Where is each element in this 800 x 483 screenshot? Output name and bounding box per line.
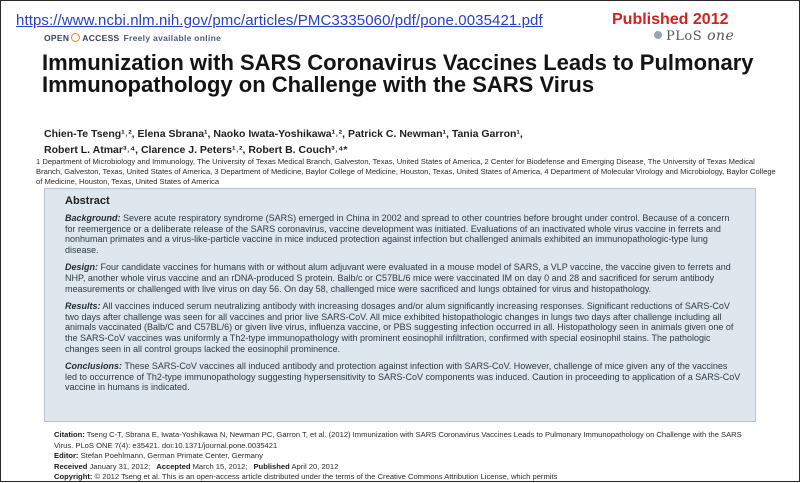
open-access-access: ACCESS [82, 33, 120, 43]
abstract-design [65, 262, 741, 294]
abstract-results [65, 301, 741, 354]
published-date: April 20, 2012 [291, 461, 339, 471]
open-access-free-text: Freely available online [123, 33, 222, 43]
design-text: Four candidate vaccines for humans with or without alum adjuvant were evaluated in a mouse model of SARS, a VLP vaccine, the vaccine given to ferrets and NHP, another whole virus vaccine and an rDNA-produced S protein. Balb/c or C57BL/6 mice were vaccinated IM on day 0 and 28 and sacrificed for serum antibody measurements or challenged with live virus on day 56. On day 58, challenged mice were sacrificed and lungs obtained for virus and histopathology. [65, 262, 731, 294]
article-metadata [54, 430, 754, 483]
author-line-2: Robert L. Atmar³˒⁴, Clarence J. Peters¹˒², Robert B. Couch³˒⁴* [44, 144, 348, 156]
abstract-conclusions [65, 361, 741, 393]
author-line-1: Chien-Te Tseng¹˒², Elena Sbrana¹, Naoko Iwata-Yoshikawa¹˒², Patrick C. Newman¹, Tania Garron¹, [44, 128, 523, 140]
copyright-text: © 2012 Tseng et al. This is an open-access article distributed under the terms of the Creative Commons Attribution License, which permits [94, 472, 558, 482]
pdf-url-link[interactable]: https://www.ncbi.nlm.nih.gov/pmc/articles/PMC3335060/pdf/pone.0035421.pdf [16, 12, 543, 29]
editor-label: Editor: [54, 451, 79, 461]
plos-logo-one: one [702, 28, 735, 44]
plos-one-logo [666, 28, 734, 44]
editor-row [54, 451, 754, 462]
citation-text: Tseng C-T, Sbrana E, Iwata-Yoshikawa N, Newman PC, Garron T, et al. (2012) Immunization with SARS Coronavirus Vaccines Leads to Pulmonary Immunopathology on Challenge with the SARS Virus. PLoS ONE 7(4): e35421. doi:10.1371/journal.pone.0035421 [54, 430, 742, 450]
editor-text: Stefan Poehlmann, German Primate Center, Germany [80, 451, 263, 461]
conclusions-label: Conclusions: [65, 361, 123, 372]
accepted-date: March 15, 2012; [192, 461, 248, 471]
abstract-heading: Abstract [65, 195, 110, 207]
background-text: Severe acute respiratory syndrome (SARS) emerged in China in 2002 and spread to other countries before brought under control. Because of a concern for reemergence or a deliberate release of the SARS coronavirus, vaccine development was initiated. Evaluations of an inactivated whole virus vaccine in ferrets and nonhuman primates and a virus-like-particle vaccine in mice induced protection against infection but challenged animals exhibited an immunopathologic-type lung disease. [65, 213, 730, 255]
open-access-lock-icon [71, 33, 80, 42]
affiliations: 1 Department of Microbiology and Immunology, The University of Texas Medical Branch, Galveston, Texas, United States of America, 2 Center for Biodefense and Emerging Disease, The University of Texas Medical Branch, Galveston, Texas, United States of America, 3 Department of Medicine, Baylor College of Medicine, Houston, Texas, United States of America, 4 Department of Molecular Virology and Microbiology, Baylor College of Medicine, Houston, Texas, United States of America [36, 157, 776, 186]
plos-logo-dot-icon [654, 31, 662, 39]
results-text: All vaccines induced serum neutralizing antibody with increasing dosages and/or alum significantly increasing responses. Significant reductions of SARS-CoV two days after challenge was seen for all vaccines and prior live SARS-CoV. All mice exhibited histopathologic changes in lungs two days after challenge including all animals vaccinated (Balb/C and C57BL/6) or given live virus, influenza vaccine, or PBS suggesting infection occurred in all. Histopathology seen in animals given one of the SARS-CoV vaccines was uniformly a Th2-type immunopathology with prominent eosinophil infiltration, confirmed with special eosinophil stains. The pathologic changes seen in all control groups lacked the eosinophil prominence. [65, 301, 734, 354]
abstract-background [65, 213, 741, 255]
open-access-open: OPEN [44, 33, 70, 43]
conclusions-text: These SARS-CoV vaccines all induced antibody and protection against infection with SARS-CoV. However, challenge of mice given any of the vaccines led to occurrence of Th2-type immunopathology suggesting hypersensitivity to SARS-CoV components was induced. Caution in proceeding to application of a SARS-CoV vaccine in humans is indicated. [65, 361, 741, 393]
paper-title: Immunization with SARS Coronavirus Vaccines Leads to Pulmonary Immunopathology on Challenge with the SARS Virus [42, 50, 754, 97]
copyright-row [54, 472, 754, 483]
citation-label: Citation: [54, 430, 85, 439]
citation-row [54, 430, 754, 451]
plos-logo-s: S [692, 29, 703, 44]
received-label: Received [54, 461, 88, 471]
dates-row [54, 462, 754, 473]
author-list [44, 126, 764, 158]
received-date: January 31, 2012; [89, 461, 151, 471]
published-year-label: Published 2012 [612, 11, 729, 28]
background-label: Background: [65, 213, 121, 223]
accepted-label: Accepted [156, 461, 191, 471]
published-label: Published [253, 461, 290, 471]
copyright-label: Copyright: [54, 472, 93, 482]
results-label: Results: [65, 301, 101, 312]
plos-logo-pl: PL [666, 29, 685, 44]
design-label: Design: [65, 262, 99, 273]
plos-logo-o: o [684, 29, 693, 44]
abstract-box [44, 188, 756, 422]
open-access-badge [44, 33, 221, 43]
